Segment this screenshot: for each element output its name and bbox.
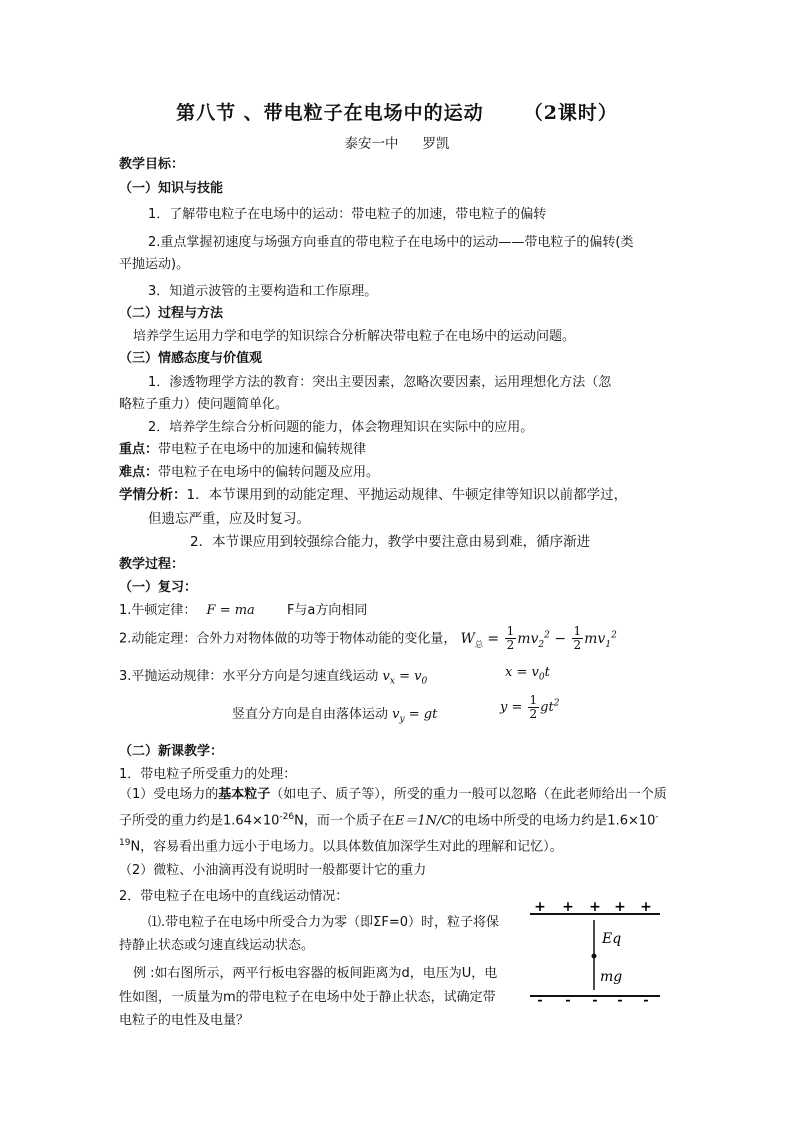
attitude-item-1a: 1．渗透物理学方法的教育：突出主要因素，忽略次要因素，运用理想化方法（忽 <box>148 375 612 390</box>
top-charge: + <box>534 899 546 915</box>
example-line-1: 例 :如右图所示，两平行板电容器的板间距离为d，电压为U，电 <box>133 966 498 981</box>
review-projectile-v <box>232 703 437 725</box>
attitude-item-2: 2．培养学生综合分析问题的能力，体会物理知识在实际中的应用。 <box>148 420 534 435</box>
knowledge-item-3: 3．知道示波管的主要构造和工作原理。 <box>148 284 378 299</box>
newton-note: F与a方向相同 <box>286 603 368 618</box>
vy-formula: $v_y$ = gt <box>392 707 438 725</box>
title-main: 第八节 、带电粒子在电场中的运动 <box>176 102 484 124</box>
force-up-label: Eq <box>602 931 622 947</box>
process-method-text: 培养学生运用力学和电学的知识综合分析解决带电粒子在电场中的运动问题。 <box>133 329 576 344</box>
p1-text-f: N，容易看出重力远小于电场力。以具体数值加深学生对此的理解和记忆）。 <box>130 839 563 855</box>
static-case-line-1: ⑴.带电粒子在电场中所受合力为零（即ΣF=0）时，粒子将保 <box>148 915 499 930</box>
analysis-line-2: 但遗忘严重，应及时复习。 <box>148 511 310 527</box>
analysis-line-1 <box>119 483 627 503</box>
analysis-label: 学情分析： <box>119 487 187 503</box>
teacher-name: 罗凯 <box>422 136 450 152</box>
school-name: 泰安一中 <box>344 136 399 152</box>
x-formula: $x = v_0t$ <box>505 665 550 683</box>
kinetic-label: 2.动能定理：合外力对物体做的功等于物体动能的变化量， <box>119 631 457 647</box>
new-lesson-heading: （二）新课教学： <box>119 744 224 759</box>
difficulty <box>119 461 379 480</box>
knowledge-item-2b: 平抛运动)。 <box>119 257 190 272</box>
knowledge-item-1: 1．了解带电粒子在电场中的运动：带电粒子的加速，带电粒子的偏转 <box>148 207 547 222</box>
review-kinetic <box>119 625 617 652</box>
p1-text-b: （如电子、质子等），所受的重力一般可以忽略（在此老师给出一个质子所受的重力约是1.64×10 <box>119 787 667 829</box>
title-hours: （2课时） <box>523 102 618 124</box>
gravity-heading: 1．带电粒子所受重力的处理： <box>119 767 297 782</box>
attitude-item-1b: 略粒子重力）使问题简单化。 <box>119 397 289 412</box>
top-charge: + <box>589 899 601 915</box>
bottom-charge: - <box>537 993 543 1004</box>
review-heading: （一）复习： <box>119 580 198 595</box>
newton-formula: F = ma <box>206 603 255 618</box>
top-charge: + <box>640 899 652 915</box>
example-line-3: 电粒子的电性及电量？ <box>119 1013 250 1028</box>
p1-exp-1: -26 <box>279 812 295 822</box>
p1-text-a: （1）受电场力的 <box>119 787 219 802</box>
example-line-2: 性如图，一质量为m的带电粒子在电场中处于静止状态，试确定带 <box>119 990 496 1005</box>
static-case-line-2: 持静止状态或匀速直线运动状态。 <box>119 938 315 953</box>
page-title <box>0 98 794 125</box>
bottom-charge: - <box>643 993 649 1004</box>
key-point <box>119 438 366 457</box>
vertical-label: 竖直分方向是自由落体运动 <box>232 707 389 722</box>
p1-field: E＝1N/C <box>394 813 452 829</box>
knowledge-item-2a: 2.重点掌握初速度与场强方向垂直的带电粒子在电场中的运动——带电粒子的偏转(类 <box>148 235 634 250</box>
knowledge-heading: （一）知识与技能 <box>119 181 224 196</box>
author-line <box>0 132 794 152</box>
p1-text-e: 的电场中所受的电场力约是1.6×10 <box>451 813 656 829</box>
p1-exp-2: -19 <box>119 812 659 849</box>
bottom-charge: - <box>617 993 623 1004</box>
attitude-heading: （三）情感态度与价值观 <box>119 351 263 366</box>
gravity-paragraph-1 <box>119 784 679 859</box>
bottom-charge: - <box>565 993 571 1004</box>
kinetic-formula: $W_总$ = $\frac{1}{2}$ $mv_2^2$ − $\frac{1}{2}$ $mv_1^2$ <box>460 624 617 652</box>
analysis-text-1: 1．本节课用到的动能定理、平抛运动规律、牛顿定律等知识以前都学过， <box>186 487 628 503</box>
process-heading: 教学过程： <box>119 557 185 572</box>
top-charge: + <box>614 899 626 915</box>
bottom-charge: - <box>592 993 598 1004</box>
projectile-label: 3.平抛运动规律：水平分方向是匀速直线运动 <box>119 669 379 684</box>
charged-particle <box>592 954 597 959</box>
force-down-label: mg <box>600 969 623 985</box>
gravity-paragraph-2: （2）微粒、小油滴再没有说明时一般都要计它的重力 <box>119 863 427 878</box>
key-point-text: 带电粒子在电场中的加速和偏转规律 <box>158 442 367 457</box>
p1-text-c: N，而一个质子在 <box>294 813 395 829</box>
newton-label: 1.牛顿定律： <box>119 603 197 618</box>
review-projectile-h <box>119 665 427 687</box>
goals-heading: 教学目标： <box>119 157 185 172</box>
key-point-label: 重点： <box>119 442 159 457</box>
analysis-line-3: 2．本节课应用到较强综合能力，教学中要注意由易到难，循序渐进 <box>190 534 591 550</box>
p1-bold: 基本粒子 <box>218 787 271 802</box>
difficulty-label: 难点： <box>119 465 159 480</box>
review-newton <box>119 599 367 618</box>
linear-motion-heading: 2．带电粒子在电场中的直线运动情况： <box>119 889 349 904</box>
top-charge: + <box>562 899 574 915</box>
y-formula: y = $\frac{1}{2}$ $gt^2$ <box>500 693 560 721</box>
capacitor-figure <box>528 898 668 1004</box>
vx-formula: $v_x = v_0$ <box>382 669 428 687</box>
process-method-heading: （二）过程与方法 <box>119 306 224 321</box>
difficulty-text: 带电粒子在电场中的偏转问题及应用。 <box>158 465 380 480</box>
